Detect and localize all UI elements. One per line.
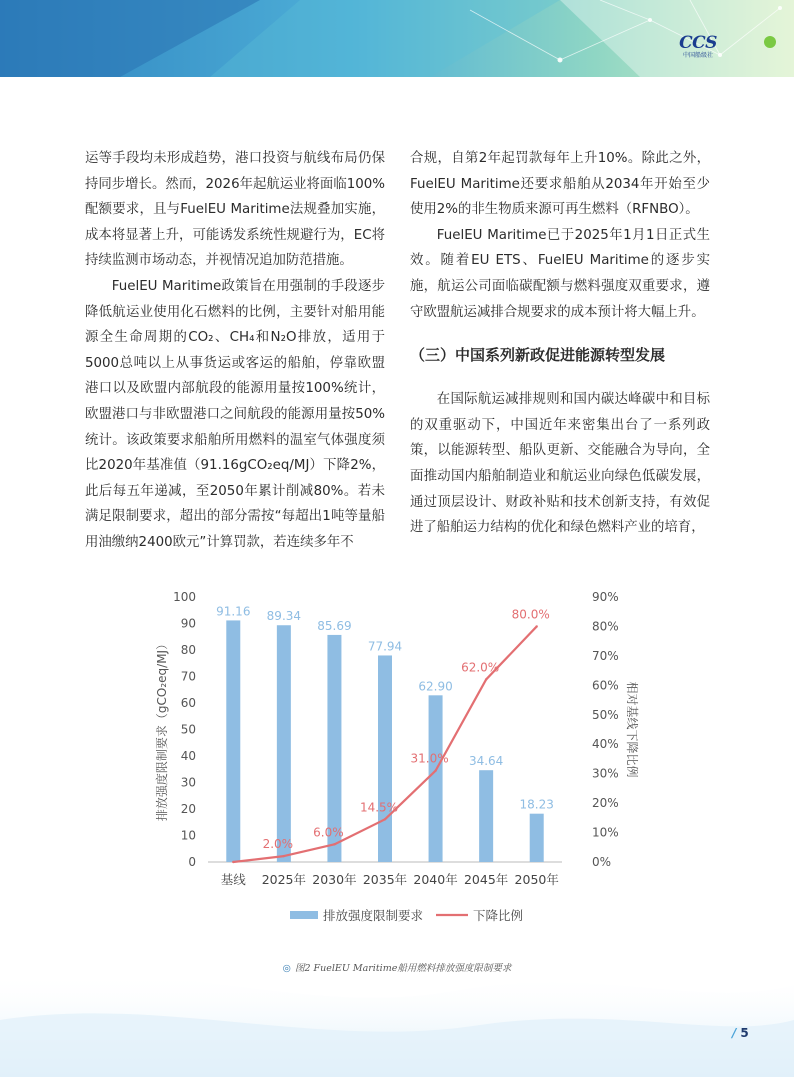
y2-tick-label: 80%	[592, 619, 619, 634]
y2-tick-label: 40%	[592, 737, 619, 752]
page-number-value: 5	[740, 1026, 749, 1040]
bar-data-label: 77.94	[367, 639, 403, 654]
bar-data-label: 89.34	[266, 609, 302, 624]
line-point	[434, 770, 436, 772]
caption-bullet-icon: ◎	[282, 963, 291, 974]
y-axis-title: 排放强度限制要求（gCO₂eq/MJ）	[155, 637, 169, 822]
x-tick-label: 基线	[220, 872, 246, 887]
legend-line-label: 下降比例	[473, 908, 524, 923]
x-tick-label: 2040年	[413, 872, 458, 887]
right-column	[410, 146, 710, 541]
y-tick-label: 50	[180, 722, 196, 737]
bar	[378, 655, 392, 862]
x-tick-label: 2030年	[312, 872, 357, 887]
line-point	[232, 861, 234, 863]
line-point	[485, 678, 487, 680]
bar	[429, 695, 443, 862]
bar-data-label: 34.64	[468, 754, 504, 769]
left-paragraph-2: FuelEU Maritime政策旨在用强制的手段逐步降低航运业使用化石燃料的比例，主要针对船用能源全生命周期的CO₂、CH₄和N₂O排放，适用于5000总吨以上从事货运或客运的船舶，停靠欧盟港口以及欧盟内部航段的能源用量按100%统计，欧盟港口与非欧盟港口之间航段的能源用量按50%统计。该政策要求船舶所用燃料的温室气体强度须比2020年基准值（91.16gCO₂eq/MJ）下降2%，此后每五年递减，至2050年累计削减80%。若未满足限制要求，超出的部分需按“每超出1吨等量船用油缴纳2400欧元”计算罚款，若连续多年不	[85, 278, 385, 550]
y-tick-label: 100	[173, 590, 196, 604]
y-tick-label: 30	[180, 775, 196, 790]
x-tick-label: 2025年	[261, 872, 307, 887]
header-banner	[0, 0, 794, 77]
caption-text: 图2 FuelEU Maritime船用燃料排放强度限制要求	[294, 963, 512, 974]
bar-data-label: 91.16	[216, 604, 251, 619]
x-tick-label: 2050年	[514, 872, 559, 887]
ccs-logo	[676, 34, 720, 60]
legend-bar-label: 排放强度限制要求	[323, 908, 424, 923]
line-data-label: 6.0%	[313, 825, 344, 840]
logo-subtitle: 中国船级社	[682, 52, 713, 59]
line-data-label: 14.5%	[359, 800, 399, 815]
bar	[277, 625, 291, 862]
y-tick-label: 10	[180, 828, 196, 843]
y2-axis-title: 相对基线下降比例	[625, 681, 639, 778]
left-paragraph-1: 运等手段均未形成趋势，港口投资与航线布局仍保持同步增长。然而，2026年起航运业将面临100%配额要求，且与FuelEU Maritime法规叠加实施，成本将显著上升，可能诱发系统性规避行为，EC将持续监测市场动态，并视情况追加防范措施。	[85, 151, 385, 269]
logo-mark: CCS	[679, 33, 717, 53]
bar	[530, 814, 544, 862]
right-paragraph-2: FuelEU Maritime已于2025年1月1日正式生效。随着EU ETS、FuelEU Maritime的逐步实施，航运公司面临碳配额与燃料强度双重要求，遵守欧盟航运减排合规要求的成本预计将大幅上升。	[410, 227, 710, 320]
bar-data-label: 85.69	[317, 618, 352, 633]
bar	[226, 620, 240, 862]
emission-intensity-chart	[150, 580, 650, 940]
y2-tick-label: 0%	[592, 855, 612, 869]
x-tick-label: 2045年	[463, 872, 509, 887]
y2-tick-label: 90%	[592, 590, 619, 604]
line-point	[536, 625, 538, 627]
y2-tick-label: 60%	[592, 678, 619, 693]
legend-bar-swatch	[290, 911, 318, 919]
figure-caption	[0, 960, 794, 974]
bar	[479, 770, 493, 862]
line-data-label: 62.0%	[461, 660, 500, 675]
y2-tick-label: 50%	[592, 707, 619, 722]
y-tick-label: 70	[180, 669, 196, 684]
x-tick-label: 2035年	[362, 872, 408, 887]
line-data-label: 31.0%	[410, 751, 449, 766]
y2-tick-label: 70%	[592, 648, 619, 663]
y-tick-label: 80	[180, 643, 196, 657]
line-point	[283, 855, 285, 857]
y-tick-label: 40	[180, 749, 196, 763]
bar-data-label: 62.90	[418, 679, 453, 694]
page-number	[732, 1026, 749, 1040]
y2-tick-label: 20%	[592, 796, 619, 811]
y-tick-label: 90	[180, 616, 196, 631]
y-tick-label: 20	[180, 802, 196, 816]
right-paragraph-3: 在国际航运减排规则和国内碳达峰碳中和目标的双重驱动下，中国近年来密集出台了一系列政策，以能源转型、船队更新、交能融合为导向，全面推动国内船舶制造业和航运业向绿色低碳发展，通过顶层设计、财政补贴和技术创新支持，有效促进了船舶运力结构的优化和绿色燃料产业的培育，	[410, 392, 710, 536]
right-paragraph-1: 合规，自第2年起罚款每年上升10%。除此之外，FuelEU Maritime还要求船舶从2034年开始至少使用2%的非生物质来源可再生燃料（RFNBO）。	[410, 151, 710, 218]
y2-tick-label: 10%	[592, 825, 619, 840]
left-column	[85, 146, 385, 556]
section-heading: （三）中国系列新政促进能源转型发展	[410, 346, 666, 365]
y-tick-label: 60	[180, 696, 196, 710]
page-number-slash: /	[732, 1026, 737, 1040]
y-tick-label: 0	[188, 855, 196, 869]
bar-data-label: 18.23	[519, 797, 554, 812]
y2-tick-label: 30%	[592, 766, 619, 781]
line-data-label: 2.0%	[262, 837, 294, 852]
line-point	[384, 818, 386, 820]
line-data-label: 80.0%	[511, 607, 550, 622]
line-point	[333, 843, 335, 845]
